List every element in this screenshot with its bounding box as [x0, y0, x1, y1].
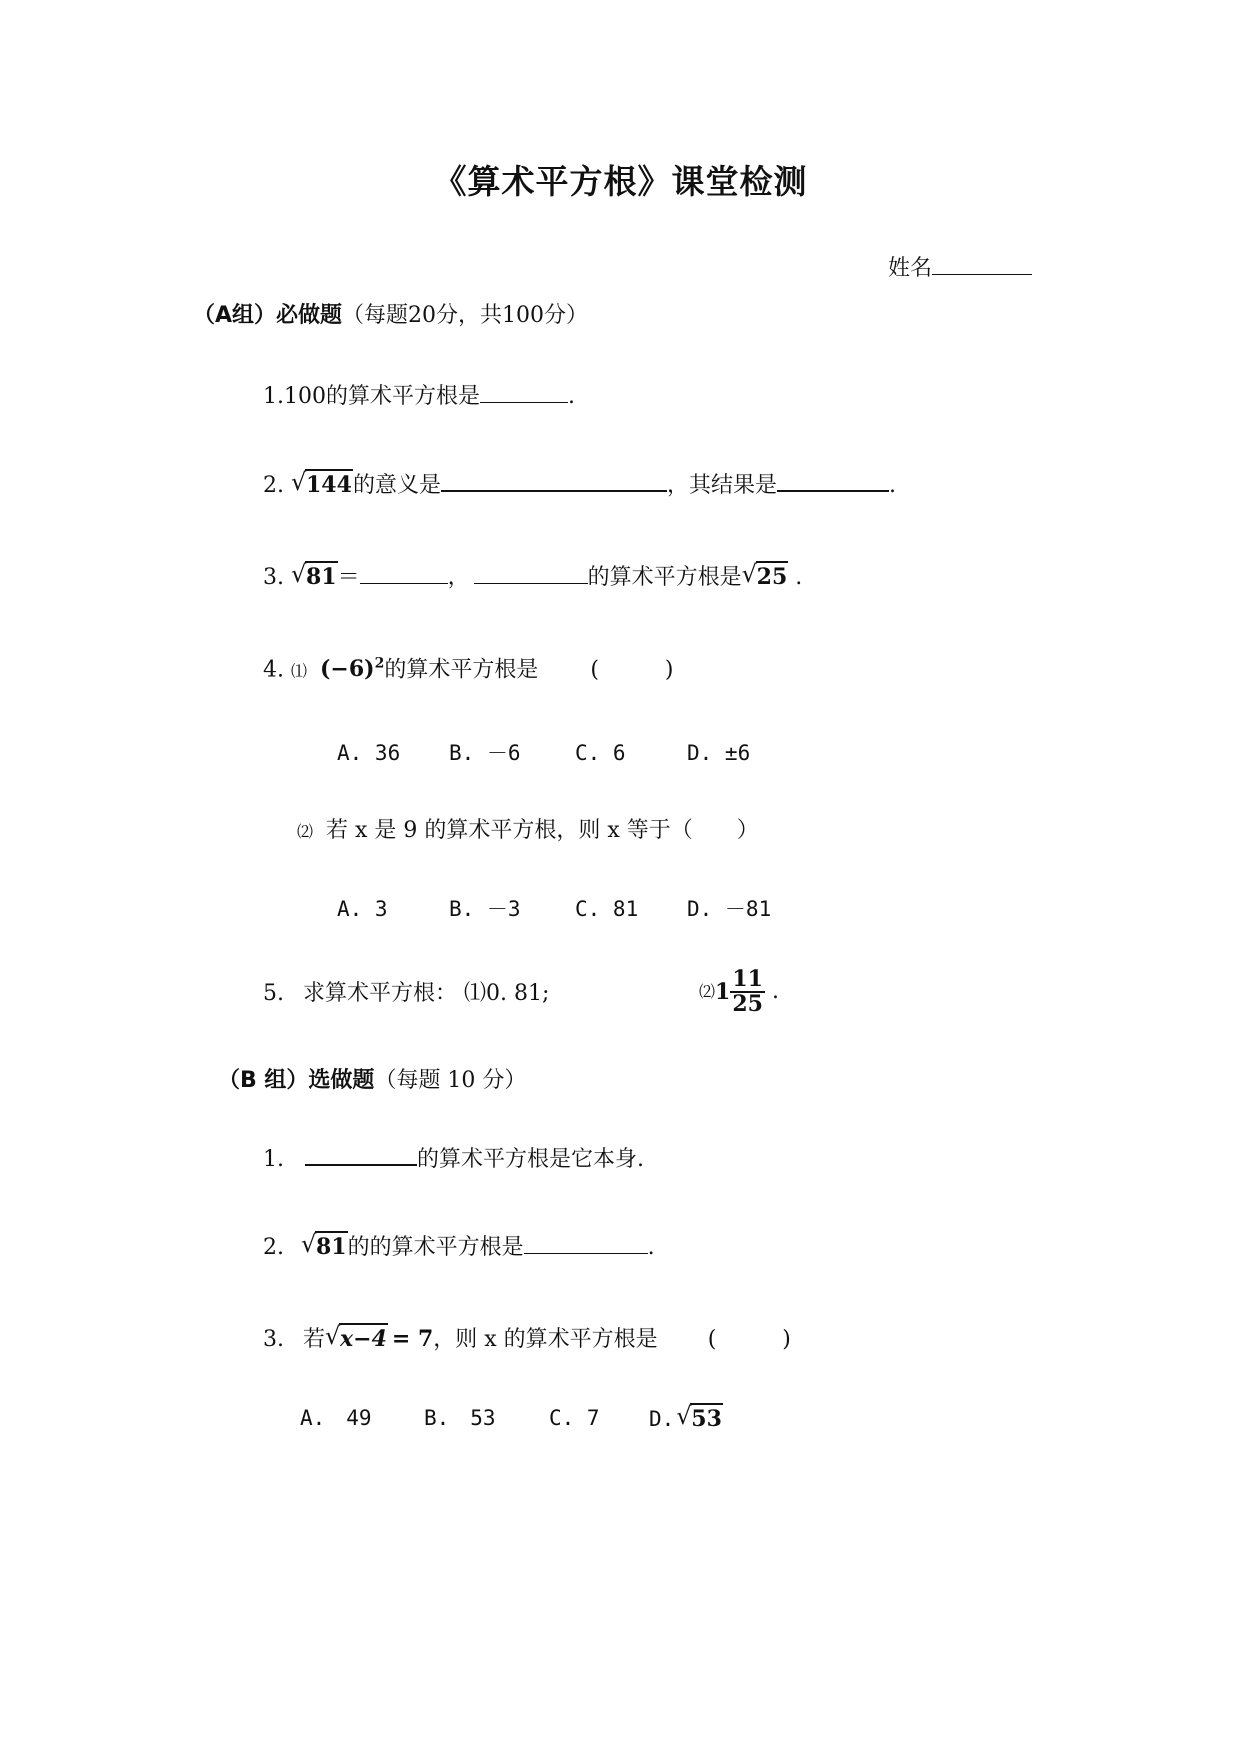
sqrt-144	[291, 468, 353, 498]
a-q2-blank-1[interactable]	[441, 489, 667, 492]
option-d[interactable]: D. ±6	[687, 741, 751, 765]
radical-sign-icon: √	[301, 1230, 317, 1258]
b-question-3	[263, 1322, 791, 1352]
section-a-label: （A组）必做题	[193, 303, 343, 328]
section-a-note: （每题20分，共100分）	[342, 303, 589, 328]
b-q2-num: 2.	[263, 1235, 284, 1260]
a-q4-base: (−6)	[320, 656, 375, 683]
radical-sign-icon: √	[291, 560, 307, 588]
a-question-2	[263, 468, 896, 498]
page-title: 《算术平方根》课堂检测	[433, 162, 808, 201]
sqrt-81	[291, 560, 338, 590]
section-a-header	[193, 305, 588, 327]
a-q2-text: 的意义是	[352, 473, 441, 498]
option-a[interactable]: A. 3	[337, 897, 388, 921]
b-q2-end: .	[647, 1235, 655, 1260]
a-q5-whole: 1	[715, 979, 731, 1006]
b-q2-blank[interactable]	[524, 1252, 648, 1254]
a-q5-text: 求算术平方根：	[303, 981, 458, 1006]
a-q1-num: 1.	[263, 384, 284, 409]
a-q5-part-2	[699, 968, 779, 1016]
a-q3-text: 的算术平方根是	[587, 565, 742, 590]
b-q3-paren: ( )	[707, 1327, 791, 1352]
option-a[interactable]: A. 49	[300, 1406, 372, 1430]
name-label: 姓名	[888, 256, 933, 281]
option-d[interactable]	[649, 1402, 723, 1432]
b-q1-text: 的算术平方根是它本身.	[417, 1147, 644, 1172]
a-q2-text2: ，其结果是	[666, 473, 777, 498]
a-q3-comma: ，	[447, 565, 470, 590]
radical-sign-icon: √	[741, 560, 757, 588]
a-q2-blank-2[interactable]	[777, 489, 889, 492]
option-b[interactable]: B. －3	[449, 897, 521, 921]
fraction-11-25	[730, 968, 765, 1016]
option-d[interactable]: D. －81	[687, 897, 772, 921]
a-q3-blank-1[interactable]	[360, 582, 448, 584]
option-b[interactable]: B. 53	[424, 1406, 496, 1430]
b-question-2	[263, 1230, 655, 1260]
a-q4-p1-paren: ( )	[590, 657, 674, 683]
b-q3-pre: 若	[303, 1327, 326, 1352]
a-q4-exponent: 2	[374, 656, 385, 672]
radical-sign-icon: √	[325, 1322, 341, 1350]
option-c[interactable]: C. 6	[575, 741, 626, 765]
radical-sign-icon: √	[291, 468, 307, 496]
b-q2-text: 的的算术平方根是	[347, 1235, 524, 1260]
sqrt-81	[301, 1230, 348, 1260]
a-q5-num: 5.	[263, 981, 284, 1006]
a-q1-text: 100的算术平方根是	[284, 384, 480, 409]
section-b-header	[218, 1070, 526, 1092]
a-q1-blank[interactable]	[480, 401, 568, 403]
option-c[interactable]: C. 81	[575, 897, 639, 921]
a-question-5	[263, 983, 549, 1005]
a-q2-num: 2.	[263, 473, 284, 498]
a-q3-blank-2[interactable]	[474, 582, 588, 584]
section-b-note: （每题 10 分）	[374, 1068, 527, 1093]
option-d-radicand: 53	[690, 1403, 723, 1432]
a-q4-p1-label: ⑴	[291, 661, 308, 681]
a-q4-expression	[320, 656, 384, 682]
b-q3-radicand: x−4	[339, 1323, 388, 1352]
b-q3-eq: = 7	[391, 1326, 434, 1352]
a-q4-num: 4.	[263, 657, 284, 683]
a-question-1	[263, 386, 575, 408]
b-q1-blank[interactable]	[305, 1163, 417, 1166]
a-q4-p1-text: 的算术平方根是	[384, 657, 539, 683]
a-question-4-part-2	[297, 820, 759, 842]
a-q5-denominator: 25	[732, 991, 763, 1018]
name-blank[interactable]	[932, 273, 1032, 275]
b-question-1	[263, 1149, 644, 1171]
option-b[interactable]: B. －6	[449, 741, 521, 765]
b-q1-num: 1.	[263, 1147, 284, 1172]
a-q5-end: .	[771, 979, 779, 1005]
option-c[interactable]: C. 7	[549, 1406, 600, 1430]
a-q3-end: .	[795, 565, 803, 590]
a-q4-p2-text: 若 x 是 9 的算术平方根，则 x 等于（ ）	[326, 818, 759, 843]
option-a[interactable]: A. 36	[337, 741, 401, 765]
a-q2-radicand: 144	[305, 469, 353, 498]
option-d-label: D.	[649, 1407, 675, 1431]
a-q5-p1: ⑴0. 81;	[464, 981, 550, 1006]
a-question-4-part-1	[263, 657, 674, 681]
a-q1-end: .	[568, 384, 575, 409]
a-q3-radicand: 81	[305, 561, 338, 590]
a-q3-radicand-2: 25	[756, 561, 789, 590]
sqrt-53	[676, 1402, 723, 1432]
radical-sign-icon: √	[676, 1402, 692, 1430]
sqrt-x-minus-4	[325, 1322, 388, 1352]
b-q3-num: 3.	[263, 1327, 284, 1352]
a-question-3	[263, 560, 803, 590]
b-q2-radicand: 81	[315, 1231, 348, 1260]
a-q4-p2-label: ⑵	[297, 822, 314, 841]
a-q5-numerator: 11	[732, 966, 763, 992]
a-q5-p2-label: ⑵	[699, 982, 716, 1002]
sqrt-25	[741, 560, 789, 590]
b-q3-text: ，则 x 的算术平方根是	[433, 1327, 658, 1352]
section-b-label: （B 组）选做题	[218, 1068, 375, 1093]
name-field[interactable]	[888, 258, 1032, 280]
a-q3-num: 3.	[263, 565, 284, 590]
a-q2-end: .	[888, 473, 896, 498]
a-q3-eq: ＝	[337, 565, 360, 590]
